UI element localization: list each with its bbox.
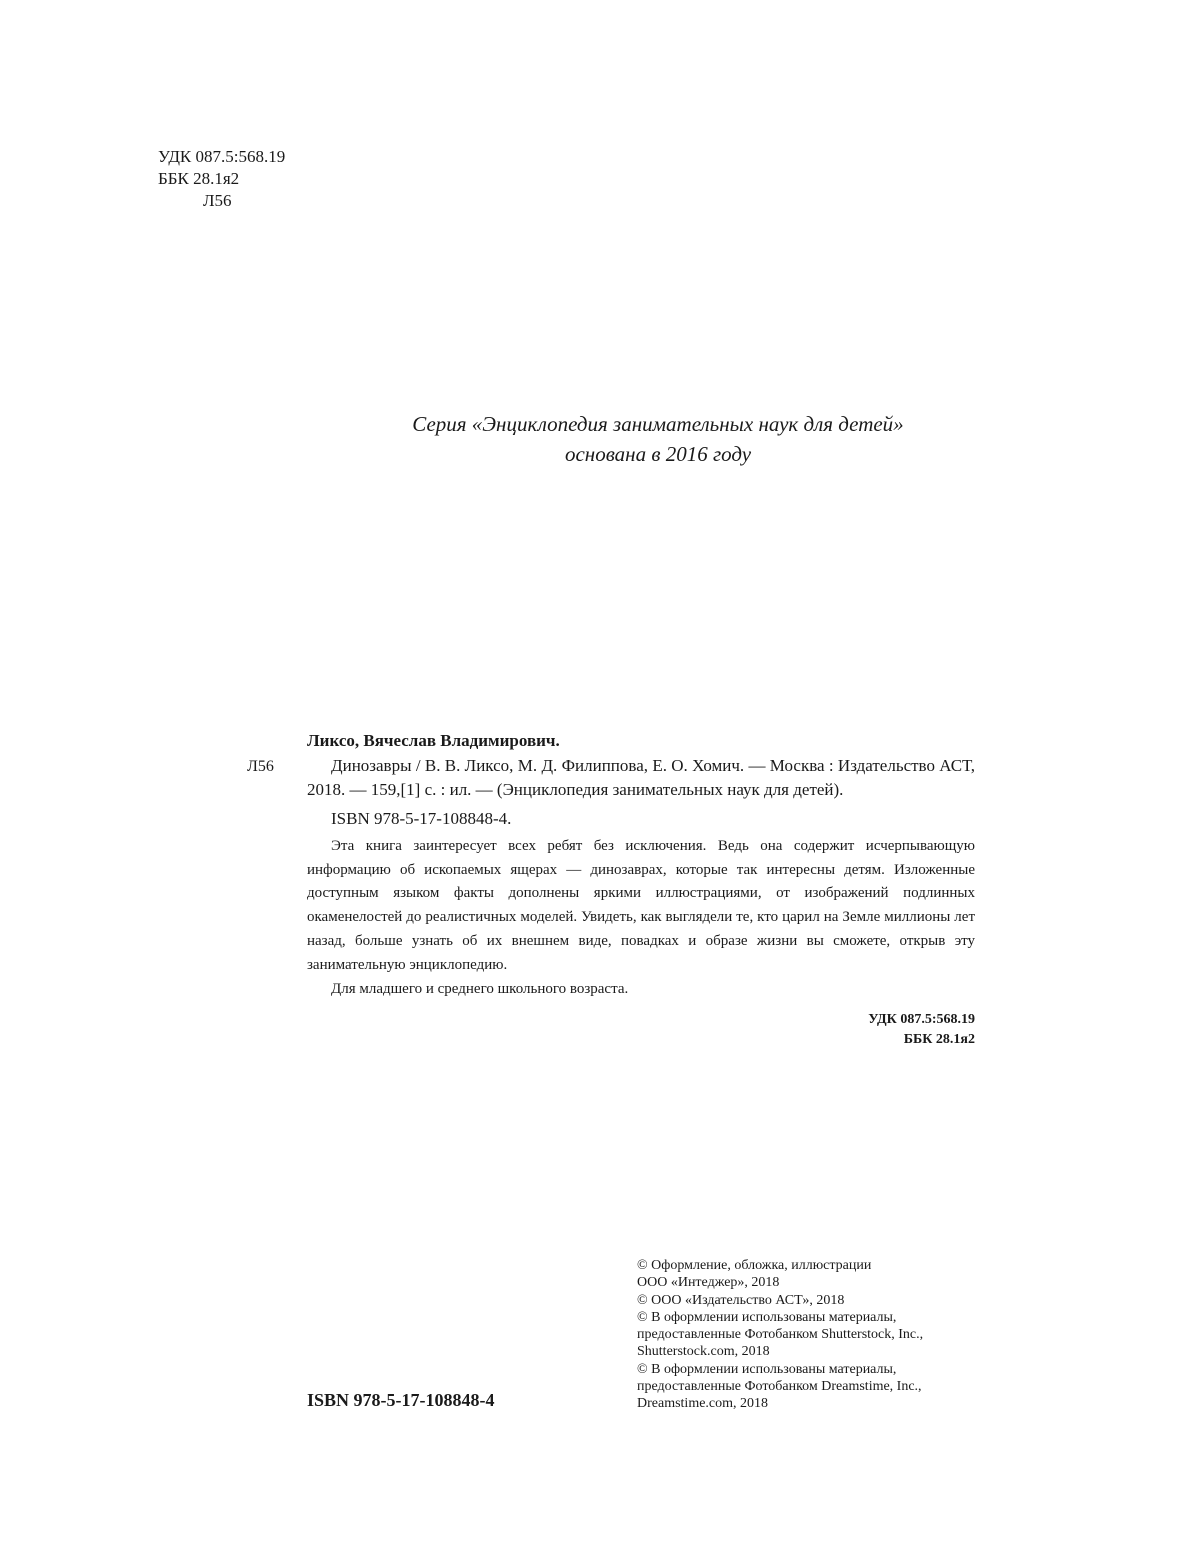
copyright-line: Dreamstime.com, 2018	[637, 1396, 769, 1412]
copyright-line: © В оформлении использованы материалы,	[637, 1361, 897, 1377]
copyright-line: © Оформление, обложка, иллюстрации	[637, 1258, 872, 1273]
copyright-line: Shutterstock.com, 2018	[637, 1344, 770, 1360]
bibliographic-record	[307, 729, 975, 1050]
record-annotation: Эта книга заинтересует всех ребят без исключения. Ведь она содержит исчерпывающую информацию об ископаемых ящерах — динозаврах, которые так интересны детям. Изложенные доступным языком факты дополнены яркими иллюстрациями, от изображений подлинных окаменелостей до реалистичных моделей. Увидеть, как выглядели те, кто царил на Земле миллионы лет назад, больше узнать об их внешнем виде, повадках и образе жизни вы сможете, открыв эту занимательную энциклопедию.	[307, 838, 975, 973]
record-author-mark: Л56	[247, 758, 274, 775]
copyright-line: предоставленные Фотобанком Dreamstime, Inc.,	[637, 1379, 922, 1395]
record-author: Ликсо, Вячеслав Владимирович.	[307, 731, 560, 750]
classification-block	[158, 146, 285, 212]
bbk-code: ББК 28.1я2	[158, 169, 240, 188]
record-isbn: ISBN 978-5-17-108848-4.	[331, 809, 512, 828]
record-codes	[307, 1010, 975, 1050]
copyright-line: ООО «Интеджер», 2018	[637, 1275, 780, 1291]
udk-code: УДК 087.5:568.19	[158, 147, 286, 166]
series-line-2: основана в 2016 году	[564, 442, 752, 466]
copyright-line: предоставленные Фотобанком Shutterstock, Inc.,	[637, 1327, 924, 1343]
copyright-line: © В оформлении использованы материалы,	[637, 1309, 897, 1325]
record-audience: Для младшего и среднего школьного возраста.	[331, 981, 629, 998]
copyright-line: © ООО «Издательство АСТ», 2018	[637, 1292, 845, 1308]
series-note	[300, 409, 1016, 469]
record-bbk: ББК 28.1я2	[903, 1032, 975, 1048]
copyright-block	[637, 1257, 923, 1413]
author-mark: Л56	[203, 191, 232, 210]
record-description: Динозавры / В. В. Ликсо, М. Д. Филиппова, Е. О. Хомич. — Москва : Издательство АСТ, 2018. — 159,[1] с. : ил. — (Энциклопедия занимательных наук для детей).	[307, 756, 975, 799]
series-line-1: Серия «Энциклопедия занимательных наук для детей»	[412, 412, 904, 436]
isbn-bottom: ISBN 978-5-17-108848-4	[307, 1390, 495, 1410]
record-udk: УДК 087.5:568.19	[868, 1012, 975, 1028]
